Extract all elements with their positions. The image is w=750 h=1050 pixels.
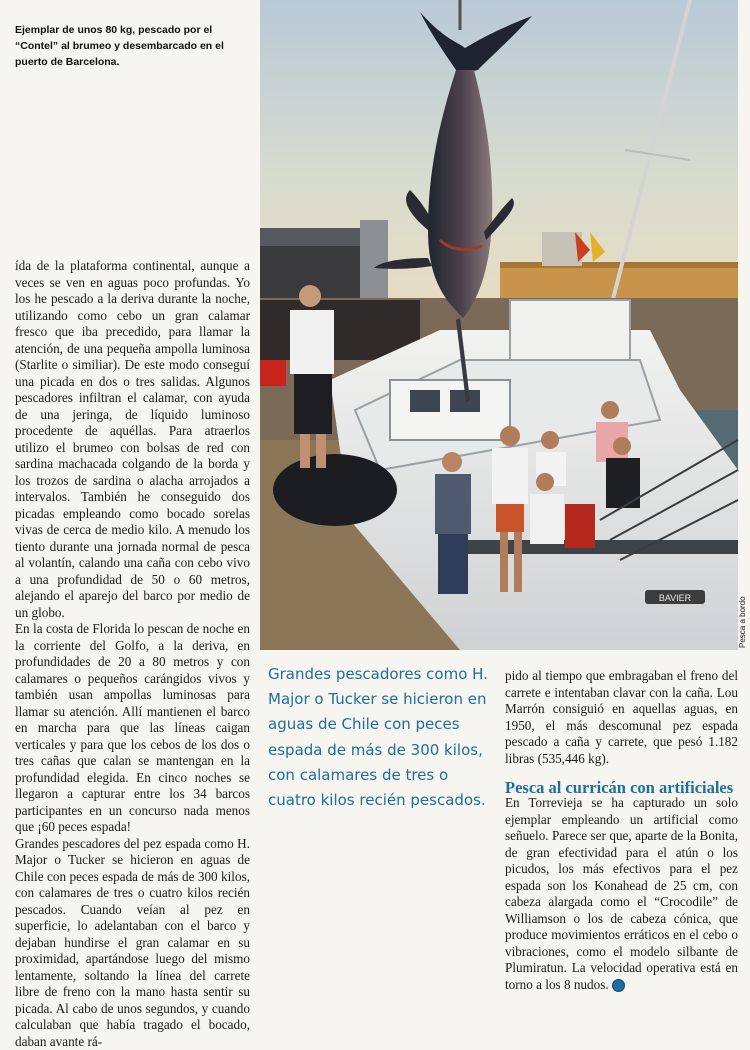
red-bag <box>260 360 286 386</box>
pull-quote: Grandes pescadores como H. Major o Tucker se hicieron en aguas de Chile con peces espada de más de 300 kilos, con calamares de tres o cuatro kilos recién pescados. <box>268 662 490 813</box>
right-column <box>505 668 738 993</box>
right-body-text: En Torrevieja se ha capturado un solo ejemplar empleando un artificial como señuelo. Parece ser que, aparte de la Bonita, de gran efectividad para el atún o los picudos, los más efectivos para el pez espada son los Konahead de 25 cm, con cabeza alargada como el “Crocodile” de Williamson o los de cabeza cónica, que produce movimientos erráticos en el cebo o vibraciones, como el modelo silbante de Plumiratun. La velocidad operativa está en torno a los 8 nudos. <box>505 795 738 992</box>
left-column <box>15 258 250 980</box>
swordfish-photo-illustration <box>260 0 738 650</box>
right-continuation: pido al tiempo que embragaban el freno del carrete e intentaban clavar con la caña. Lou Marrón consiguió en aquellas aguas, en 1950, el más descomunal pez espada pescado a caña y carrete, que pesó 1.182 libras (535,446 kg). <box>505 668 738 767</box>
boat-name: BAVIER <box>659 593 692 603</box>
right-body <box>505 795 738 993</box>
photo-caption: Ejemplar de unos 80 kg, pescado por el “Contel” al brumeo y desembarcado en el puerto de Barcelona. <box>15 22 250 70</box>
left-paragraph-1: ída de la plataforma continental, aunque a veces se ven en aguas poco profundas. Yo los he pescado a la deriva durante la noche, utilizando como cebo un gran calamar fresco que iba precedido, para llamar la atención, de una pequeña ampolla luminosa (Starlite o similiar). De este modo conseguí una picada en dos o tres salidas. Algunos pescadores infiltran el calamar, con ayuda de una jeringa, de líquido luminoso procedente de aquéllas. Para atraerlos utilizo el brumeo con bolsas de red con sardina machacada colgando de la borda y los trozos de sardina o alacha arrojados a intervalos. También he conseguido dos picadas empleando como bocado sorelas vivas de cerca de medio kilo. A menudo los tiento durante una jornada normal de pesca al volantín, calando una caña con cebo vivo a una profundidad de 50 o 60 metros, alejando el aparejo del barco por medio de un globo. <box>15 258 250 621</box>
section-subhead: Pesca al curricán con artificiales <box>505 780 738 795</box>
photo-credit: Pesca a bordo <box>738 600 750 648</box>
swordfish-photo <box>260 0 738 650</box>
end-of-article-icon <box>612 979 625 992</box>
left-paragraph-3: Grandes pescadores del pez espada como H. Major o Tucker se hicieron en aguas de Chile con peces espada de más de 300 kilos, con calamares de tres o cuatro kilos recién pescados. Cuando veían al pez en superficie, lo adelantaban con el barco y dejaban hundirse el gran calamar en su proximidad, apartándose luego del mismo lentamente, soltando la línea del carrete libre de freno con la mano hasta sentir su picada. Al cabo de unos segundos, y cuando calculaban que había tragado el bocado, daban avante rá- <box>15 836 250 1050</box>
fender <box>273 454 397 526</box>
left-paragraph-2: En la costa de Florida lo pescan de noche en la corriente del Golfo, a la deriva, en profundidades de 20 a 80 metros y con calamares o pequeños carángidos vivos y también usan ampollas luminosas para llamar su atención. Allí mantienen el barco en marcha para que las líneas caigan verticales y para que los cebos de los dos o tres cañas que calan se mantengan en la profundidad elegida. En cinco noches se llegaron a capturar entre los 34 barcos participantes en un concurso nada menos que ¡60 peces espada! <box>15 621 250 836</box>
